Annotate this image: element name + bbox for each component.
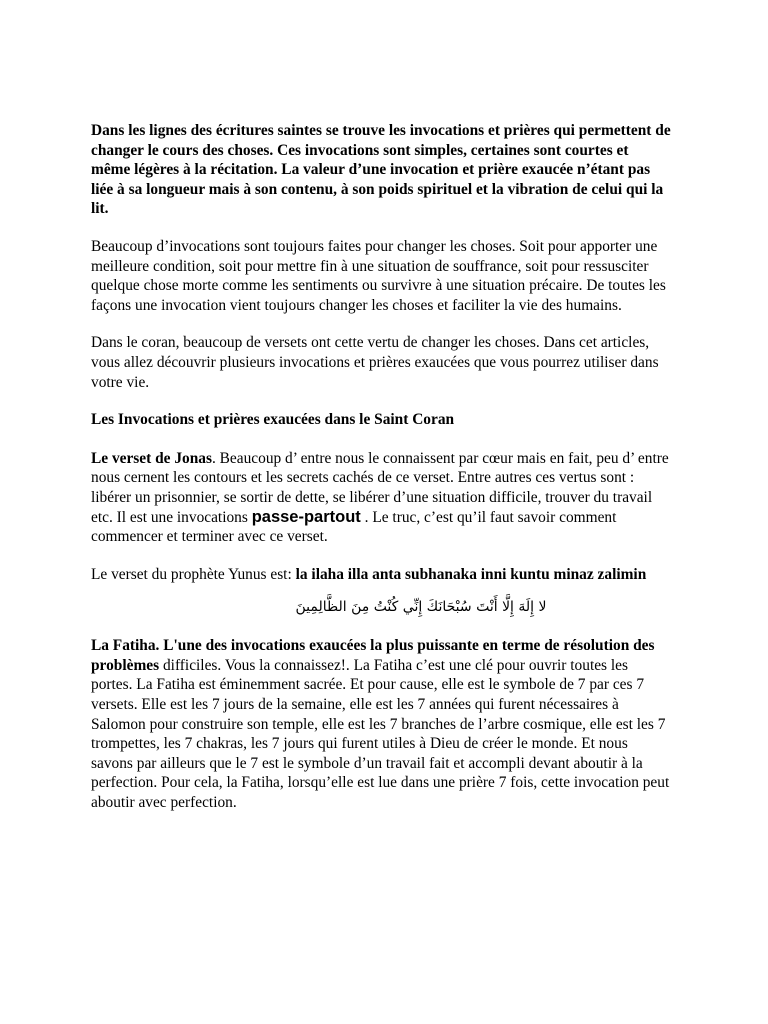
section-heading: Les Invocations et prières exaucées dans le Saint Coran <box>91 411 455 429</box>
fatiha-paragraph <box>91 636 671 812</box>
jonas-text-before: . Beaucoup d’ entre nous le connaissent par cœur mais en fait, peu d’ entre nous cernent les contours et les secrets cachés de ce verset. Entre autres ces vertus sont : libérer un prisonnier, se sortir de dette, se libérer d’une situation difficile, trouver du travail etc. Il est une invocations <box>91 449 669 526</box>
changes-paragraph: Beaucoup d’invocations sont toujours faites pour changer les choses. Soit pour apporter une meilleure condition, soit pour mettre fin à une situation de souffrance, soit pour ressusciter quelque chose morte comme les sentiments ou survivre à une situation précaire. De toutes les façons une invocation vient toujours changer les choses et faciliter la vie des humains. <box>91 237 666 314</box>
yunus-intro: Le verset du prophète Yunus est: <box>91 565 296 583</box>
jonas-paragraph <box>91 449 671 547</box>
passe-partout-emphasis: passe-partout <box>251 507 361 526</box>
coran-paragraph: Dans le coran, beaucoup de versets ont cette vertu de changer les choses. Dans cet articles, vous allez découvrir plusieurs invocations et prières exaucées que vous pourrez utiliser dans votre vie. <box>91 334 659 391</box>
yunus-transliteration: la ilaha illa anta subhanaka inni kuntu minaz zalimin <box>295 565 647 583</box>
fatiha-lead: La Fatiha. L'une des invocations exaucées la plus puissante en terme de résolution des problèmes <box>91 637 655 674</box>
intro-paragraph: Dans les lignes des écritures saintes se trouve les invocations et prières qui permettent de changer le cours des choses. Ces invocations sont simples, certaines sont courtes et même légères à la récitation. La valeur d’une invocation et prière exaucée n’étant pas liée à sa longueur mais à son contenu, à son poids spirituel et la vibration de celui qui la lit. <box>91 122 671 218</box>
jonas-text-after: . Le truc, c’est qu’il faut savoir comment commencer et terminer avec ce verset. <box>91 508 617 546</box>
yunus-paragraph <box>91 565 671 585</box>
document-page <box>91 121 671 831</box>
jonas-title: Le verset de Jonas <box>91 449 212 467</box>
fatiha-text: difficiles. Vous la connaissez!. La Fatiha c’est une clé pour ouvrir toutes les portes. La Fatiha est éminemment sacrée. Et pour cause, elle est le symbole de 7 par ces 7 versets. Elle est les 7 jours de la semaine, elle est les 7 années qui furent nécessaires à Salomon pour construire son temple, elle est les 7 branches de l’arbre cosmique, elle est les 7 trompettes, les 7 chakras, les 7 jours qui furent utiles à Dieu de créer le monde. Et nous savons par ailleurs que le 7 est le symbole d’un travail fait et accompli devant aboutir à la perfection. Pour cela, la Fatiha, lorsqu’elle est lue dans une prière 7 fois, cette invocation peut aboutir avec perfection. <box>91 656 670 812</box>
arabic-verse: لا إِلَهَ إِلَّا أَنْتَ سُبْحَانَكَ إِنِّي كُنْتُ مِنَ الظَّالِمِينَ <box>295 599 547 616</box>
